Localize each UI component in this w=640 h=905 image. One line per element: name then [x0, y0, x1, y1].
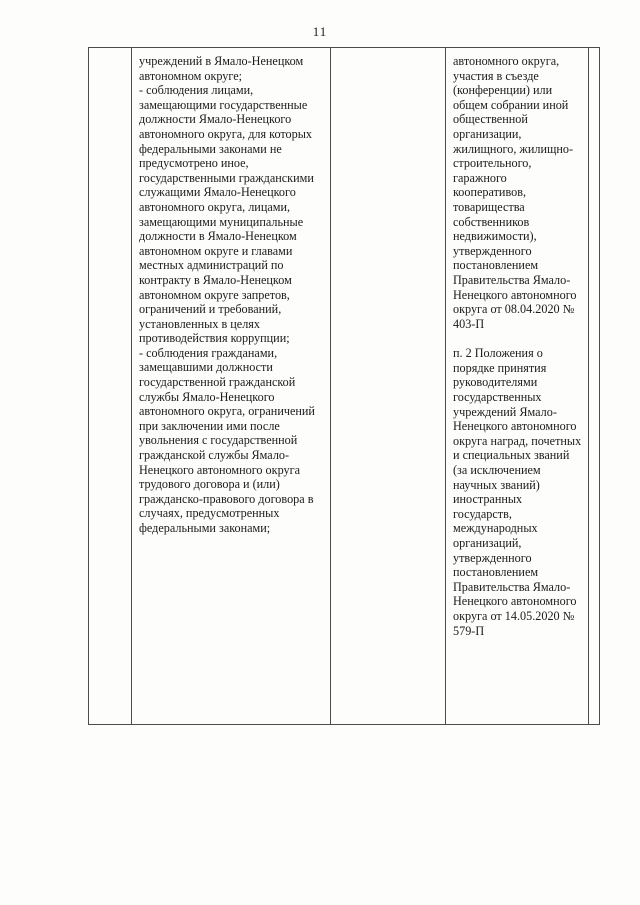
- table-column-empty-left: [88, 48, 131, 724]
- right-cell-text: [446, 48, 588, 638]
- paragraph-right-2: п. 2 Положения о порядке принятия руководителями государственных учреждений Ямало-Ненецкого автономного округа наград, почетных и специальных званий (за исключением научных званий) иностранных государств, международных организаций, утвержденного постановлением Правительства Ямало-Ненецкого автономного округа от 14.05.2020 № 579-П: [453, 346, 582, 638]
- paragraph-left-2: - соблюдения лицами, замещающими государственные должности Ямало-Ненецкого автономного округа, для которых федеральными законами не предусмотрено иное, государственными гражданскими служащими Ямало-Ненецкого автономного округа, лицами, замещающими муниципальные должности в Ямало-Ненецком автономном округе и главами местных администраций по контракту в Ямало-Ненецком автономном округе запретов, ограничений и требований, установленных в целях противодействия коррупции;: [139, 83, 314, 346]
- document-table: [88, 47, 600, 725]
- paragraph-left-3: - соблюдения гражданами, замещавшими должности государственной гражданской службы Ямало-Ненецкого автономного округа, ограничений при заключении ими после увольнения с государственной гражданской службы Ямало-Ненецкого автономного округа трудового договора и (или) гражданско-правового договора в случаях, предусмотренных федеральными законами;: [139, 345, 315, 535]
- page-number: 11: [312, 24, 328, 39]
- left-cell-text: [132, 48, 330, 536]
- paragraph-left-1: учреждений в Ямало-Ненецком автономном округе;: [139, 54, 304, 83]
- table-cell-right: [445, 48, 588, 724]
- table-cell-left: [131, 48, 330, 724]
- table-column-empty-right: [588, 48, 600, 724]
- paragraph-right-1: автономного округа, участия в съезде (конференции) или общем собрании иной общественной организации, жилищного, жилищно-строительного, гаражного кооперативов, товарищества собственников недвижимости), утвержденного постановлением Правительства Ямало-Ненецкого автономного округа от 08.04.2020 № 403-П: [453, 54, 577, 331]
- table-column-empty-middle: [330, 48, 445, 724]
